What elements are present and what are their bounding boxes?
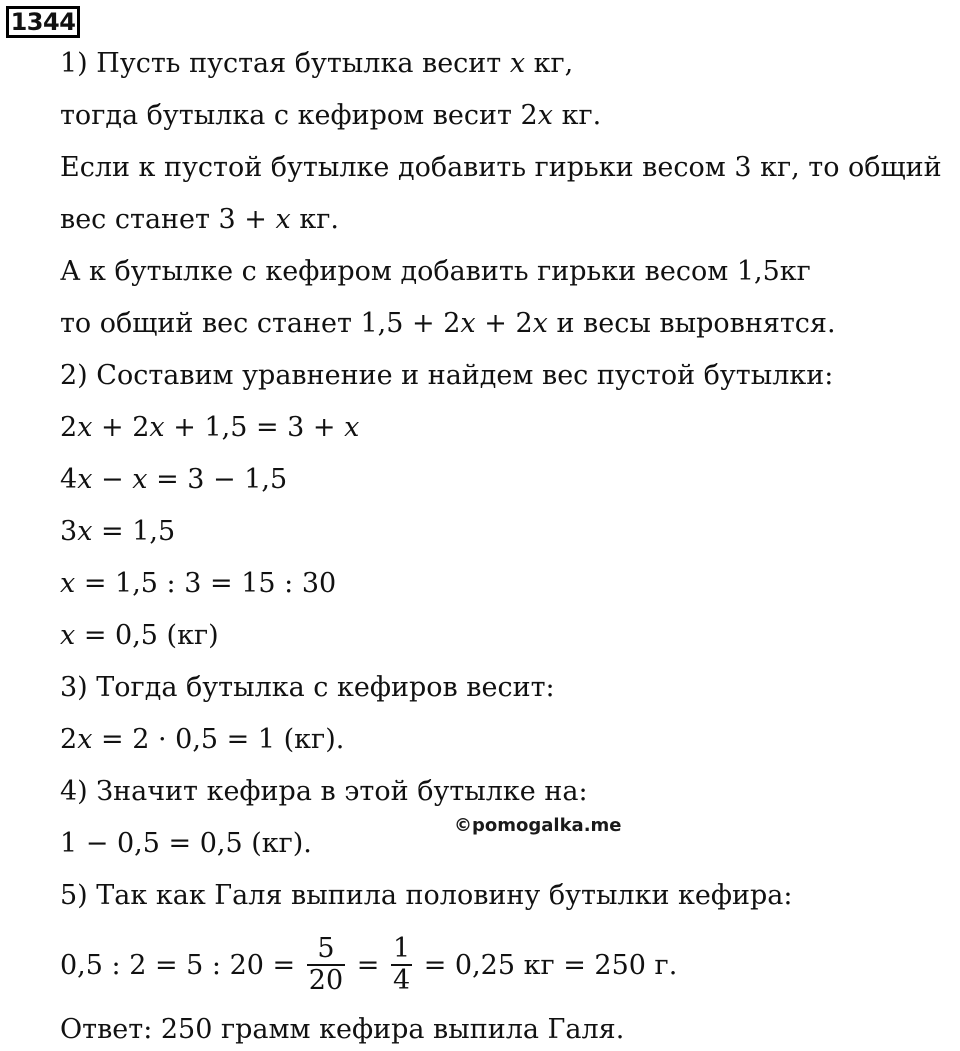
text-run: 0,5 : 2 = 5 : 20 = [60,950,296,981]
text-run: = 3 − 1,5 [156,464,288,495]
text-run: кг, [533,48,574,79]
fraction-denominator: 4 [392,964,411,996]
variable-x: x [77,724,93,755]
text-run: = 2 · 0,5 = 1 (кг). [101,724,345,755]
watermark: ©pomogalka.me [454,815,622,836]
text-run: А к бутылке с кефиром добавить гирьки весом 1,5кг [60,256,811,287]
equation-line-7 [60,828,312,860]
equation-line-1 [60,412,359,444]
text-run: 5) Так как Галя выпила половину бутылки кефира: [60,880,793,911]
fraction-5-20 [307,934,345,996]
fraction-1-4 [391,934,412,996]
solution-step-5-heading [60,880,793,912]
text-run: = 1,5 : 3 = 15 : 30 [83,568,337,599]
text-run: 3 [60,516,78,547]
equation-line-3 [60,516,175,548]
solution-step-1-line-3 [60,152,942,184]
problem-number-badge: 1344 [6,6,80,38]
answer-line [60,1014,624,1046]
equation-line-2 [60,464,287,496]
text-run: + 2 [484,308,533,339]
text-run: Ответ: 250 грамм кефира выпила Галя. [60,1014,625,1045]
text-run: = 1,5 [101,516,176,547]
variable-x: x [132,464,148,495]
fraction-denominator: 20 [308,964,344,996]
fraction-numerator: 1 [392,932,411,964]
solution-step-1-line-5 [60,256,811,288]
text-run: + 1,5 = 3 + [173,412,336,443]
text-run: Если к пустой бутылке добавить гирьки весом 3 кг, то общий [60,152,942,183]
variable-x: x [537,100,553,131]
text-run: кг. [561,100,602,131]
text-run: 2 [60,724,78,755]
variable-x: x [149,412,165,443]
solution-step-1-line-1 [60,48,573,80]
equation-line-5 [60,620,219,652]
variable-x: x [509,48,526,79]
text-run: тогда бутылка с кефиром весит 2 [60,100,538,131]
text-run: то общий вес станет 1,5 + 2 [60,308,461,339]
solution-step-2-heading [60,360,833,392]
text-run: 1 − 0,5 = 0,5 (кг). [60,828,312,859]
variable-x: x [532,308,548,339]
solution-step-4-heading [60,776,588,808]
text-run: кг. [299,204,339,235]
variable-x: x [344,412,360,443]
solution-step-1-line-6 [60,308,836,340]
equation-line-8 [60,934,677,998]
solution-step-1-line-2 [60,100,601,132]
text-run: вес станет 3 + [60,204,267,235]
text-run: и весы выровнятся. [556,308,836,339]
variable-x: x [60,568,76,599]
text-run: 4 [60,464,78,495]
text-run: 3) Тогда бутылка с кефиров весит: [60,672,555,703]
text-run: 4) Значит кефира в этой бутылке на: [60,776,588,807]
solution-step-1-line-4 [60,204,339,236]
variable-x: x [60,620,76,651]
text-run: = 0,5 (кг) [83,620,219,651]
variable-x: x [77,464,93,495]
variable-x: x [77,412,93,443]
variable-x: x [460,308,476,339]
text-run: = 0,25 кг = 250 г. [423,950,678,981]
text-run: − [101,464,124,495]
text-run: 1) Пусть пустая бутылка весит [60,48,502,79]
equation-line-6 [60,724,344,756]
text-run: 2) Составим уравнение и найдем вес пустой бутылки: [60,360,834,391]
variable-x: x [77,516,93,547]
equation-line-4 [60,568,336,600]
fraction-numerator: 5 [317,932,335,964]
text-run: + 2 [101,412,150,443]
variable-x: x [275,204,291,235]
solution-step-3-heading [60,672,555,704]
text-run: = [356,950,380,981]
text-run: 2 [60,412,78,443]
